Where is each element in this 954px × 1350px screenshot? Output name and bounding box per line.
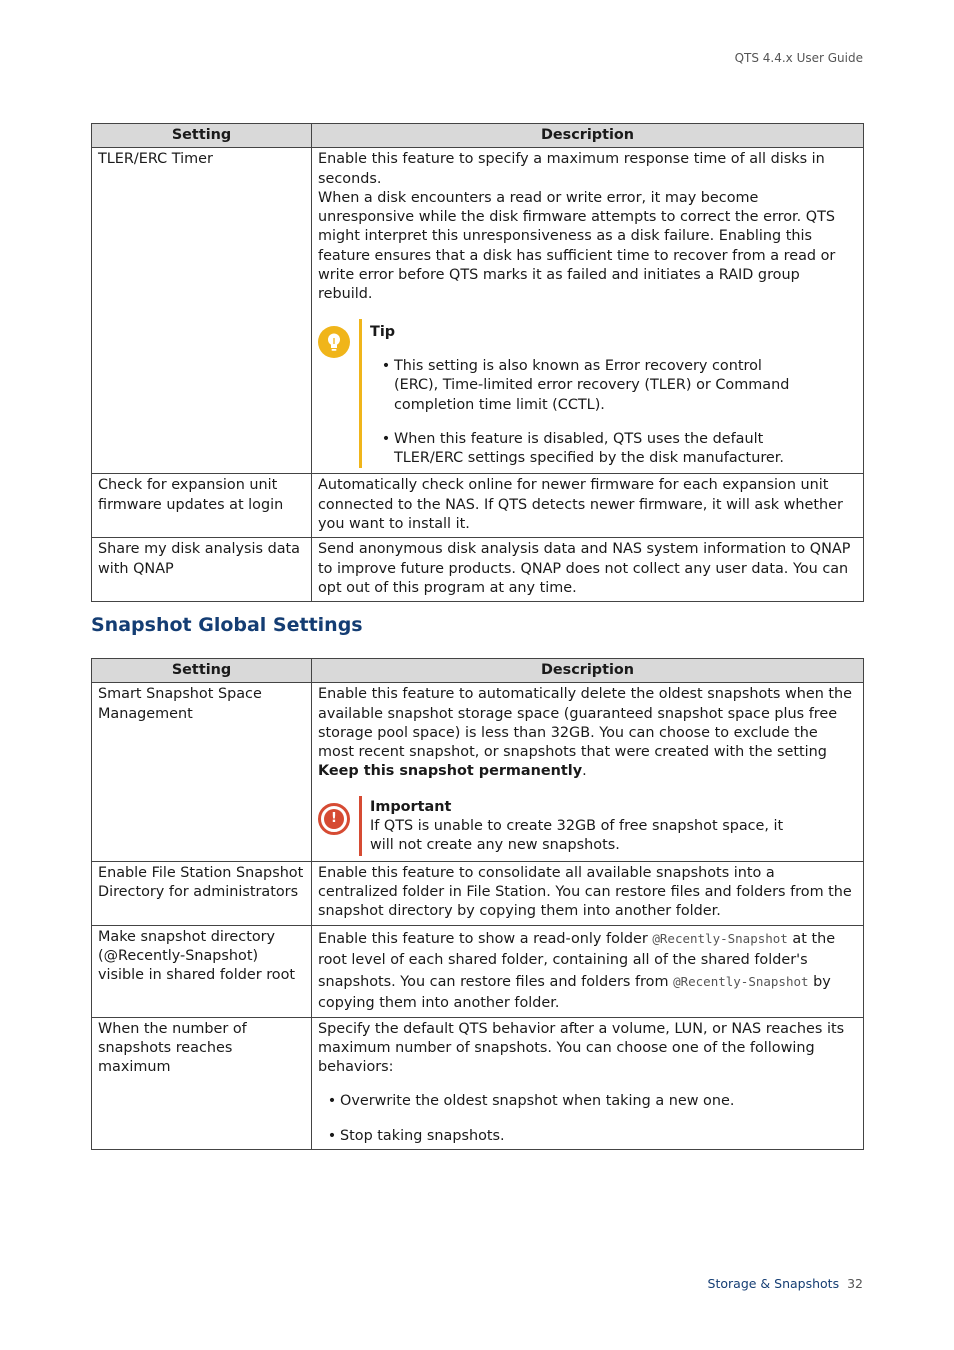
list-item: • This setting is also known as Error recovery control (ERC), Time-limited error recovery (TLER) or Command completion time limit (CCTL). (378, 357, 797, 415)
footer-section-title: Storage & Snapshots (707, 1276, 840, 1291)
important-title: Important (370, 798, 452, 815)
description-paragraph: Enable this feature to automatically delete the oldest snapshots when the available snapshot storage space (guaranteed snapshot space plus free storage pool space) is less than 32GB. You can choose to exclude the most recent snapshot, or snapshots that were created with the setting Keep this snapshot permanently. (318, 686, 853, 780)
setting-description: Send anonymous disk analysis data and NAS system information to QNAP to improve future products. QNAP does not collect any user data. You can opt out of this program at any time. (312, 538, 864, 602)
page-footer (708, 1276, 863, 1291)
column-header-description: Description (312, 659, 864, 683)
table-row (92, 148, 864, 474)
setting-reference: Keep this snapshot permanently (318, 763, 583, 780)
setting-name: Enable File Station Snapshot Directory for administrators (92, 861, 312, 925)
table-row (92, 474, 864, 538)
section-heading: Snapshot Global Settings (91, 614, 363, 636)
setting-description (312, 1017, 864, 1149)
setting-description (312, 148, 864, 474)
page-number: 32 (847, 1276, 863, 1291)
tip-title: Tip (370, 323, 396, 340)
column-header-setting: Setting (92, 124, 312, 148)
table-row (92, 683, 864, 861)
table-header-row (92, 659, 864, 683)
exclamation-icon: ! (318, 803, 350, 835)
important-callout (318, 796, 857, 856)
list-item: • Overwrite the oldest snapshot when taking a new one. (327, 1093, 735, 1110)
setting-description: Enable this feature to show a read-only folder @Recently-Snapshot at the root level of each shared folder, containing all of the shared folder's snapshots. You can restore files and folders from @Recently-Snapshot by copying them into another folder. (312, 925, 864, 1017)
lightbulb-icon (318, 326, 350, 358)
table-header-row (92, 124, 864, 148)
setting-name: TLER/ERC Timer (92, 148, 312, 474)
description-paragraph: When a disk encounters a read or write error, it may become unresponsive while the disk firmware attempts to correct the error. QTS might interpret this unresponsiveness as a disk failure. Enabling this feature ensures that a disk has sufficient time to recover from a read or write error before QTS marks it as failed and initiates a RAID group rebuild. (318, 189, 836, 303)
column-header-setting: Setting (92, 659, 312, 683)
table-row (92, 861, 864, 925)
tip-text: This setting is also known as Error recovery control (ERC), Time-limited error recovery (TLER) or Command completion time limit (CCTL). (394, 357, 790, 413)
list-item: • When this feature is disabled, QTS uses the default TLER/ERC settings specified by the disk manufacturer. (378, 430, 797, 469)
setting-name: Make snapshot directory (@Recently-Snapshot) visible in shared folder root (92, 925, 312, 1017)
description-paragraph: Specify the default QTS behavior after a volume, LUN, or NAS reaches its maximum number of snapshots. You can choose one of the following behaviors: (318, 1020, 845, 1076)
folder-name-code: @Recently-Snapshot (673, 973, 809, 989)
list-item: • Stop taking snapshots. (327, 1127, 505, 1144)
important-text: If QTS is unable to create 32GB of free snapshot space, it will not create any new snapshots. (370, 818, 784, 854)
description-paragraph: Enable this feature to specify a maximum response time of all disks in seconds. (318, 151, 825, 187)
setting-description (312, 683, 864, 861)
disk-settings-table (91, 123, 864, 602)
setting-name: When the number of snapshots reaches maximum (92, 1017, 312, 1149)
setting-name: Smart Snapshot Space Management (92, 683, 312, 861)
running-header: QTS 4.4.x User Guide (734, 51, 863, 65)
column-header-description: Description (312, 124, 864, 148)
folder-name-code: @Recently-Snapshot (652, 930, 788, 946)
setting-name: Check for expansion unit firmware updates at login (92, 474, 312, 538)
table-row (92, 538, 864, 602)
snapshot-settings-table (91, 658, 864, 1150)
setting-name: Share my disk analysis data with QNAP (92, 538, 312, 602)
table-row (92, 925, 864, 1017)
setting-description: Enable this feature to consolidate all available snapshots into a centralized folder in File Station. You can restore files and folders from the snapshot directory by copying them into another folder. (312, 861, 864, 925)
tip-callout (318, 319, 857, 469)
tip-text: When this feature is disabled, QTS uses the default TLER/ERC settings specified by the disk manufacturer. (394, 430, 784, 467)
setting-description: Automatically check online for newer firmware for each expansion unit connected to the NAS. If QTS detects newer firmware, it will ask whether you want to install it. (312, 474, 864, 538)
table-row (92, 1017, 864, 1149)
